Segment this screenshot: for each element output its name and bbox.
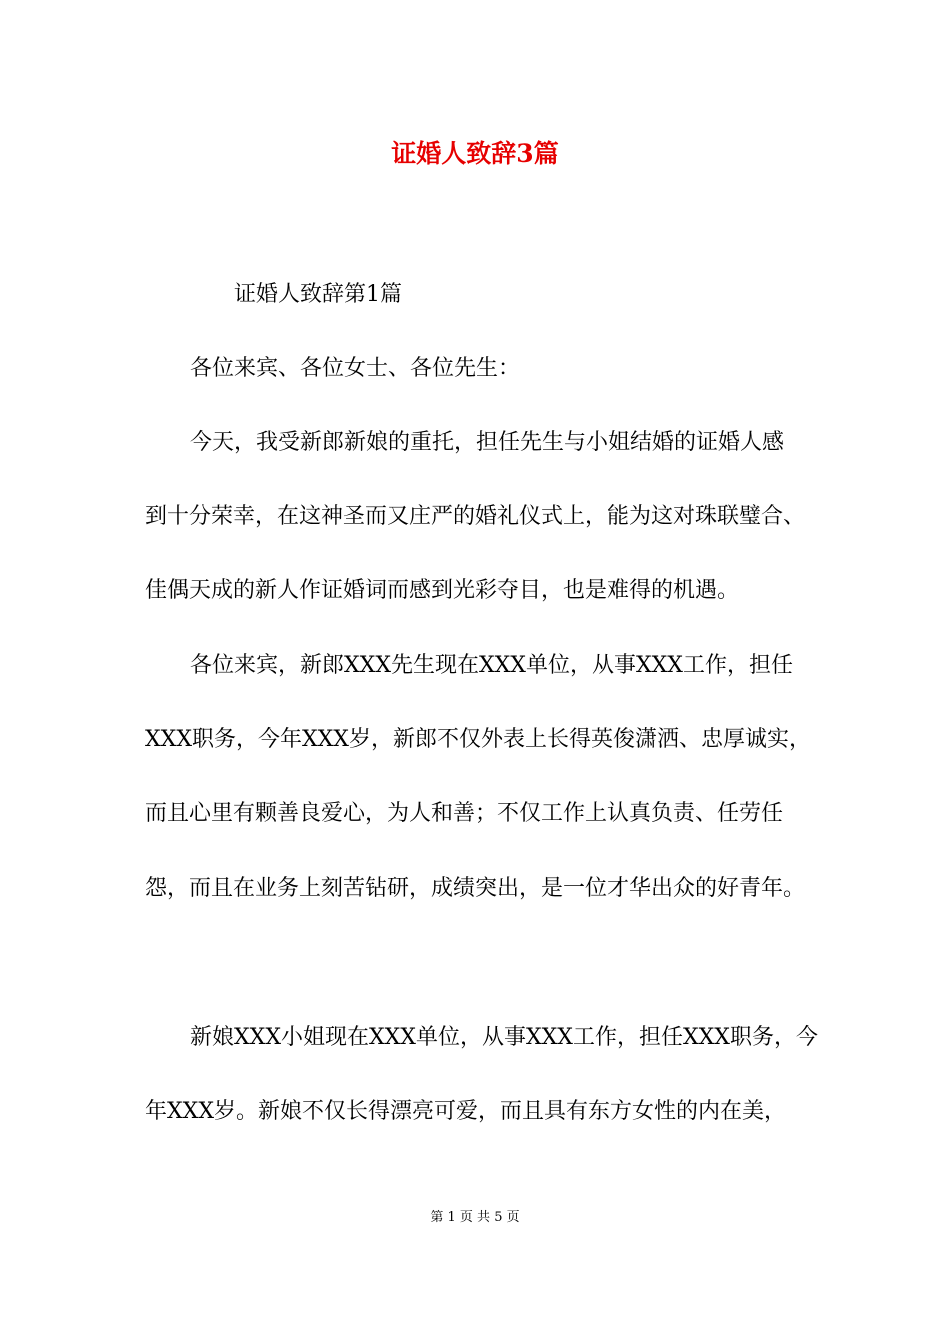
page-footer: 第 1 页 共 5 页 (430, 1210, 520, 1225)
document-title: 证婚人致辞3篇 (391, 139, 559, 168)
paragraph-line: 怨，而且在业务上刻苦钻研，成绩突出，是一位才华出众的好青年。 (145, 876, 806, 901)
paragraph-line: 今天，我受新郎新娘的重托，担任先生与小姐结婚的证婚人感 (190, 430, 785, 455)
paragraph-line: XXX职务，今年XXX岁，新郎不仅外表上长得英俊潇洒、忠厚诚实， (145, 727, 811, 752)
paragraph-line: 到十分荣幸，在这神圣而又庄严的婚礼仪式上，能为这对珠联璧合、 (145, 504, 806, 529)
paragraph-line: 而且心里有颗善良爱心，为人和善；不仅工作上认真负责、任劳任 (145, 801, 784, 826)
paragraph-line: 各位来宾，新郎XXX先生现在XXX单位，从事XXX工作，担任 (190, 653, 793, 678)
section-heading: 证婚人致辞第1篇 (234, 282, 402, 307)
paragraph-line: 新娘XXX小姐现在XXX单位，从事XXX工作，担任XXX职务，今 (190, 1025, 818, 1050)
paragraph-line: 佳偶天成的新人作证婚词而感到光彩夺目，也是难得的机遇。 (145, 578, 740, 603)
paragraph-line: 年XXX岁。新娘不仅长得漂亮可爱，而且具有东方女性的内在美， (145, 1099, 786, 1124)
paragraph-line: 各位来宾、各位女士、各位先生： (190, 356, 521, 381)
